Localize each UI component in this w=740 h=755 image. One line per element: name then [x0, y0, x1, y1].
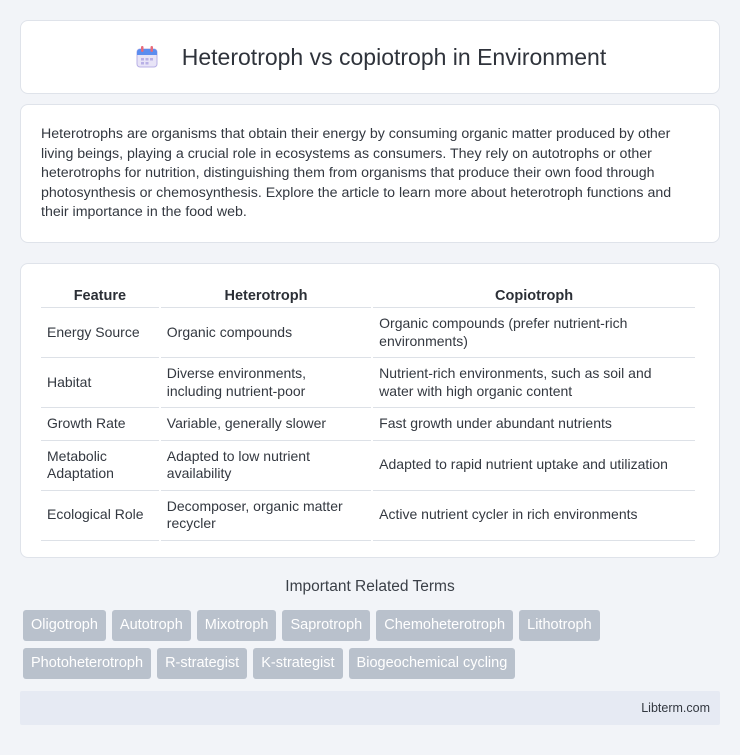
- footer-link[interactable]: Libterm.com: [641, 701, 710, 715]
- tag-row: [23, 610, 723, 641]
- table-row: [41, 441, 695, 491]
- page-title: Heterotroph vs copiotroph in Environment: [181, 43, 607, 70]
- intro-card: [20, 104, 720, 243]
- table-cell: Organic compounds (prefer nutrient-rich environments): [373, 308, 695, 358]
- header-heterotroph: Heterotroph: [161, 284, 371, 308]
- related-terms-title: Important Related Terms: [285, 578, 455, 595]
- intro-text: Heterotrophs are organisms that obtain their energy by consuming organic matter produced by other living beings, playing a crucial role in ecosystems as consumers. They rely on autotrophs or other heterotrophs for nutrition, distinguishing them from organisms that produce their own food through photosynthesis or chemosynthesis. Explore the article to learn more about heterotroph functions and their importance in the food web.: [41, 126, 672, 220]
- table-cell: Organic compounds: [161, 308, 371, 358]
- table-cell: Habitat: [41, 358, 159, 408]
- table-cell: Adapted to rapid nutrient uptake and utilization: [373, 441, 695, 491]
- table-cell: Nutrient-rich environments, such as soil and water with high organic content: [373, 358, 695, 408]
- tag-biogeochemical-cycling[interactable]: Biogeochemical cycling: [349, 648, 516, 679]
- tag-r-strategist[interactable]: R-strategist: [157, 648, 247, 679]
- table-cell: Fast growth under abundant nutrients: [373, 408, 695, 441]
- table-cell: Variable, generally slower: [161, 408, 371, 441]
- tag-mixotroph[interactable]: Mixotroph: [197, 610, 277, 641]
- footer: [20, 691, 720, 725]
- table-row: [41, 491, 695, 541]
- tag-lithotroph[interactable]: Lithotroph: [519, 610, 600, 641]
- table-cell: Growth Rate: [41, 408, 159, 441]
- tag-autotroph[interactable]: Autotroph: [112, 610, 191, 641]
- table-cell: Diverse environments, including nutrient-poor: [161, 358, 371, 408]
- table-cell: Decomposer, organic matter recycler: [161, 491, 371, 541]
- header-feature: Feature: [41, 284, 159, 308]
- tag-photoheterotroph[interactable]: Photoheterotroph: [23, 648, 151, 679]
- calendar-icon: [134, 44, 160, 70]
- table-row: [41, 358, 695, 408]
- table-cell: Active nutrient cycler in rich environments: [373, 491, 695, 541]
- tag-row: [23, 648, 723, 679]
- header-copiotroph: Copiotroph: [373, 284, 695, 308]
- table-cell: Adapted to low nutrient availability: [161, 441, 371, 491]
- table-row: [41, 308, 695, 358]
- comparison-table: [39, 284, 697, 541]
- tag-saprotroph[interactable]: Saprotroph: [282, 610, 370, 641]
- comparison-table-card: [20, 263, 720, 558]
- table-cell: Metabolic Adaptation: [41, 441, 159, 491]
- related-terms-tags: [23, 610, 723, 686]
- tag-k-strategist[interactable]: K-strategist: [253, 648, 342, 679]
- tag-oligotroph[interactable]: Oligotroph: [23, 610, 106, 641]
- table-row: [41, 408, 695, 441]
- tag-chemoheterotroph[interactable]: Chemoheterotroph: [376, 610, 513, 641]
- table-cell: Energy Source: [41, 308, 159, 358]
- table-cell: Ecological Role: [41, 491, 159, 541]
- header-card: [20, 20, 720, 94]
- table-header-row: [41, 284, 695, 308]
